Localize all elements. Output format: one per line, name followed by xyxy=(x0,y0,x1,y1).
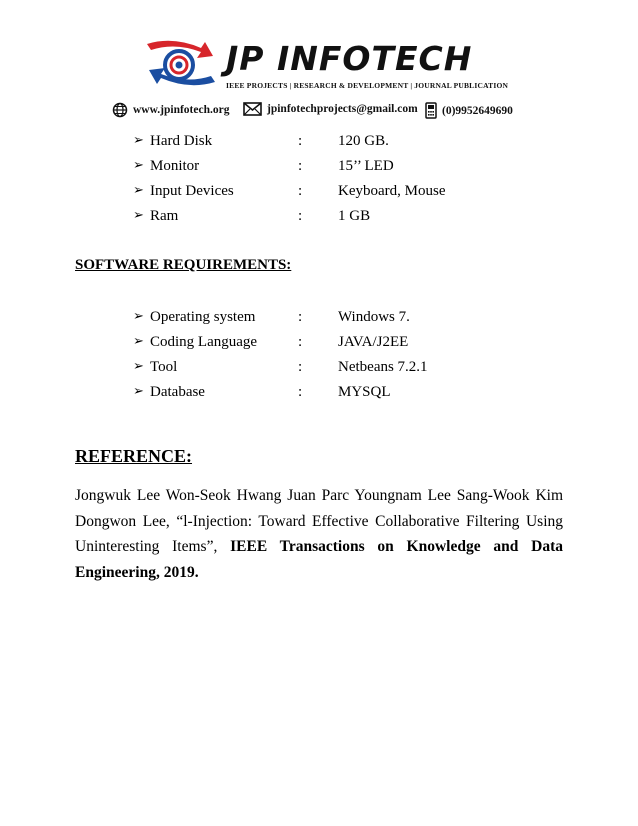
website-contact[interactable] xyxy=(112,102,229,118)
software-item-language: ➢ Coding Language : JAVA/J2EE xyxy=(133,334,409,350)
software-item-os: ➢ Operating system : Windows 7. xyxy=(133,309,410,325)
brand-tagline: IEEE PROJECTS | RESEARCH & DEVELOPMENT | JOURNAL PUBLICATION xyxy=(226,81,509,90)
hardware-item-hard-disk: ➢ Hard Disk : 120 GB. xyxy=(133,133,389,149)
citation-authors-title: Jongwuk Lee Won-Seok Hwang Juan Parc Youngnam Lee Sang-Wook Kim Dongwon Lee, “l-Injection: Toward Effective Collaborative Filtering Using Uninteresting Items”, xyxy=(75,487,563,555)
arrow-bullet-icon: ➢ xyxy=(133,183,144,198)
hardware-item-monitor: ➢ Monitor : 15’’ LED xyxy=(133,158,394,174)
arrow-bullet-icon: ➢ xyxy=(133,359,144,374)
arrow-bullet-icon: ➢ xyxy=(133,334,144,349)
reference-citation xyxy=(75,483,563,585)
email-contact[interactable] xyxy=(243,102,418,116)
jp-infotech-logo-icon xyxy=(143,38,219,88)
software-item-database: ➢ Database : MYSQL xyxy=(133,384,391,400)
website-link[interactable]: www.jpinfotech.org xyxy=(133,104,230,116)
globe-icon xyxy=(112,102,128,118)
brand-name: JP INFOTECH xyxy=(226,39,473,78)
phone-number: (0)9952649690 xyxy=(442,104,513,117)
software-item-tool: ➢ Tool : Netbeans 7.2.1 xyxy=(133,359,428,375)
email-link[interactable]: jpinfotechprojects@gmail.com xyxy=(267,103,418,115)
phone-contact[interactable] xyxy=(425,102,513,119)
arrow-bullet-icon: ➢ xyxy=(133,384,144,399)
phone-icon xyxy=(425,102,437,119)
arrow-bullet-icon: ➢ xyxy=(133,133,144,148)
envelope-icon xyxy=(243,102,262,116)
hardware-item-ram: ➢ Ram : 1 GB xyxy=(133,208,371,224)
arrow-bullet-icon: ➢ xyxy=(133,309,144,324)
contact-row xyxy=(0,102,638,120)
arrow-bullet-icon: ➢ xyxy=(133,208,144,223)
citation-journal: IEEE Transactions on Knowledge and Data Engineering, 2019. xyxy=(75,538,563,581)
arrow-bullet-icon: ➢ xyxy=(133,158,144,173)
hardware-item-input-devices: ➢ Input Devices : Keyboard, Mouse xyxy=(133,183,446,199)
letterhead xyxy=(0,0,638,130)
software-requirements-heading: SOFTWARE REQUIREMENTS: xyxy=(75,257,292,273)
reference-heading: REFERENCE: xyxy=(75,446,193,466)
